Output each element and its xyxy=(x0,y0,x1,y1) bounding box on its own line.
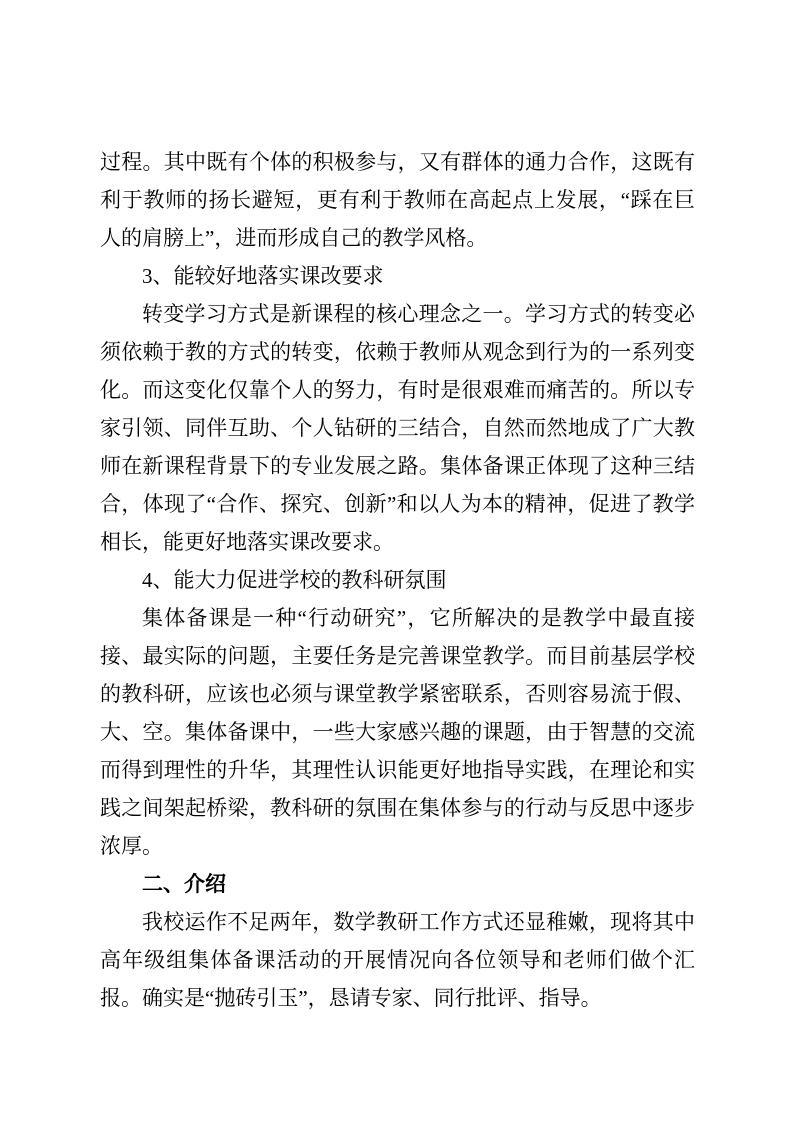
document-body xyxy=(100,143,695,1017)
numbered-heading-4: 4、能大力促进学校的教科研氛围 xyxy=(142,568,447,592)
paragraph: 转变学习方式是新课程的核心理念之一。学习方式的转变必须依赖于教的方式的转变，依赖于教师从观念到行为的一系列变化。而这变化仅靠个人的努力，有时是很艰难而痛苦的。所以专家引领、同伴互助、个人钻研的三结合，自然而然地成了广大教师在新课程背景下的专业发展之路。集体备课正体现了这种三结合，体现了“合作、探究、创新”和以人为本的精神，促进了教学相长，能更好地落实课改要求。 xyxy=(100,302,695,554)
numbered-heading-3: 3、能较好地落实课改要求 xyxy=(142,264,384,288)
section-heading-introduction: 二、介绍 xyxy=(142,872,226,896)
paragraph: 我校运作不足两年，数学教研工作方式还显稚嫩，现将其中高年级组集体备课活动的开展情况向各位领导和老师们做个汇报。确实是“抛砖引玉”，恳请专家、同行批评、指导。 xyxy=(100,910,695,1010)
paragraph-continuation: 过程。其中既有个体的积极参与，又有群体的通力合作，这既有利于教师的扬长避短，更有利于教师在高起点上发展，“踩在巨人的肩膀上”，进而形成自己的教学风格。 xyxy=(100,150,695,250)
paragraph: 集体备课是一种“行动研究”，它所解决的是教学中最直接接、最实际的问题，主要任务是完善课堂教学。而目前基层学校的教科研，应该也必须与课堂教学紧密联系，否则容易流于假、大、空。集体备课中，一些大家感兴趣的课题，由于智慧的交流而得到理性的升华，其理性认识能更好地指导实践，在理论和实践之间架起桥梁，教科研的氛围在集体参与的行动与反思中逐步浓厚。 xyxy=(100,606,695,858)
